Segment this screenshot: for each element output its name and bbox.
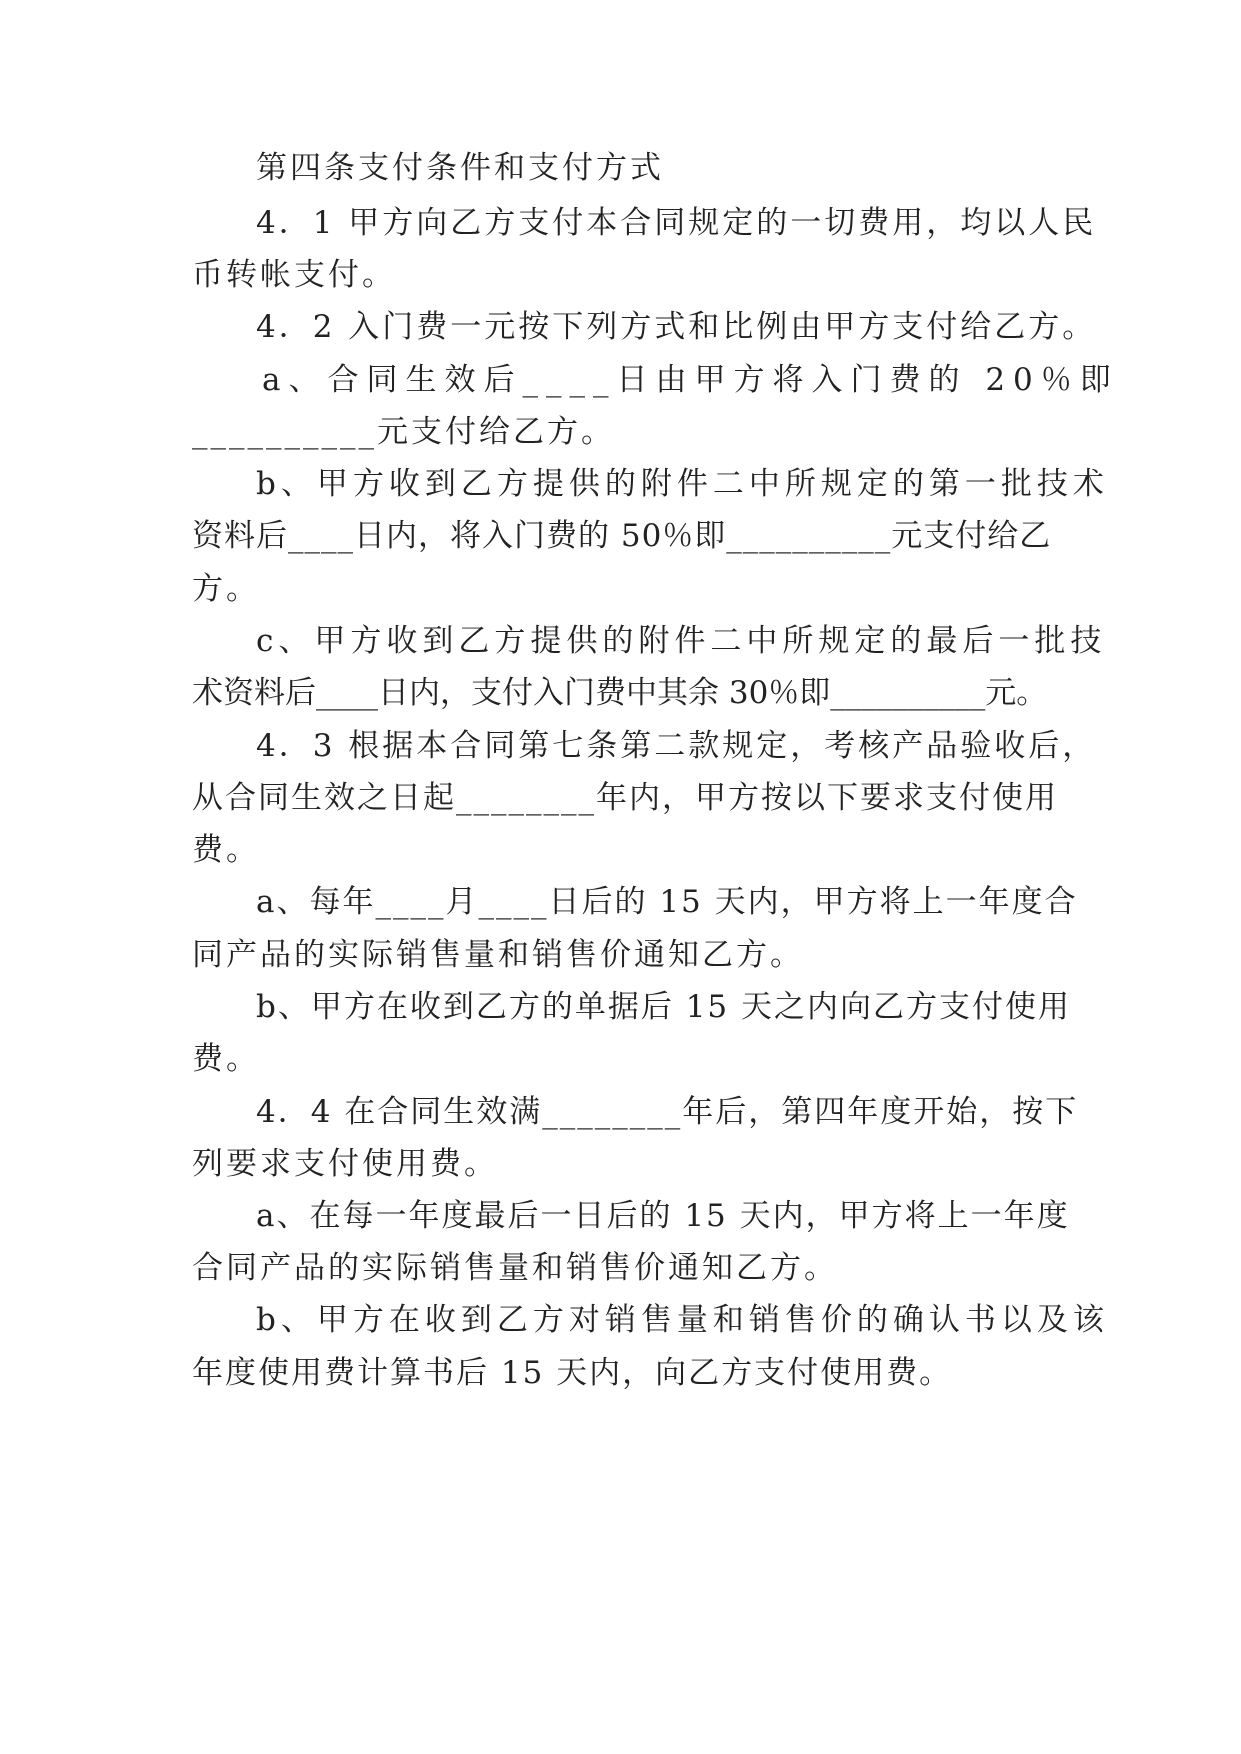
paragraph-4-3-line-1: 4．3 根据本合同第七条第二款规定，考核产品验收后， bbox=[256, 728, 1097, 764]
item-4-4-a-line-2: 合同产品的实际销售量和销售价通知乙方。 bbox=[192, 1250, 838, 1286]
item-4-3-a-line-1: a、每年____月____日后的 15 天内，甲方将上一年度合 bbox=[256, 884, 1078, 920]
item-4-3-a-line-2: 同产品的实际销售量和销售价通知乙方。 bbox=[192, 937, 804, 973]
paragraph-4-1-line-1: 4．1 甲方向乙方支付本合同规定的一切费用，均以人民 bbox=[256, 205, 1097, 241]
item-4-3-b-line-2: 费。 bbox=[192, 1041, 260, 1077]
paragraph-4-3-line-2: 从合同生效之日起________年内，甲方按以下要求支付使用 bbox=[192, 780, 1058, 816]
item-4-3-b-line-1: b、甲方在收到乙方的单据后 15 天之内向乙方支付使用 bbox=[256, 989, 1071, 1025]
item-4-2-c-line-2: 术资料后____日内，支付入门费中其余 30％即__________元。 bbox=[192, 675, 1048, 711]
paragraph-4-1-line-2: 币转帐支付。 bbox=[192, 257, 396, 293]
item-4-4-b-line-2: 年度使用费计算书后 15 天内，向乙方支付使用费。 bbox=[192, 1355, 953, 1391]
item-4-4-a-line-1: a、在每一年度最后一日后的 15 天内，甲方将上一年度 bbox=[256, 1198, 1070, 1234]
item-4-2-b-line-2: 资料后____日内，将入门费的 50％即__________元支付给乙 bbox=[192, 518, 1052, 554]
item-4-2-a-line-2: __________元支付给乙方。 bbox=[192, 414, 615, 450]
paragraph-4-2: 4．2 入门费一元按下列方式和比例由甲方支付给乙方。 bbox=[256, 309, 1097, 345]
item-4-2-b-line-3: 方。 bbox=[192, 571, 260, 607]
item-4-2-c-line-1: c、甲方收到乙方提供的附件二中所规定的最后一批技 bbox=[256, 623, 1107, 659]
paragraph-4-4-line-2: 列要求支付使用费。 bbox=[192, 1146, 498, 1182]
paragraph-4-4-line-1: 4．4 在合同生效满________年后，第四年度开始，按下 bbox=[256, 1094, 1079, 1130]
item-4-2-b-line-1: b、甲方收到乙方提供的附件二中所规定的第一批技术 bbox=[256, 466, 1109, 502]
heading-article-4: 第四条支付条件和支付方式 bbox=[256, 150, 664, 186]
item-4-4-b-line-1: b、甲方在收到乙方对销售量和销售价的确认书以及该 bbox=[256, 1302, 1109, 1338]
item-4-2-a-line-1: a、合同生效后____日由甲方将入门费的 20％即 bbox=[262, 362, 1119, 398]
paragraph-4-3-line-3: 费。 bbox=[192, 832, 260, 868]
